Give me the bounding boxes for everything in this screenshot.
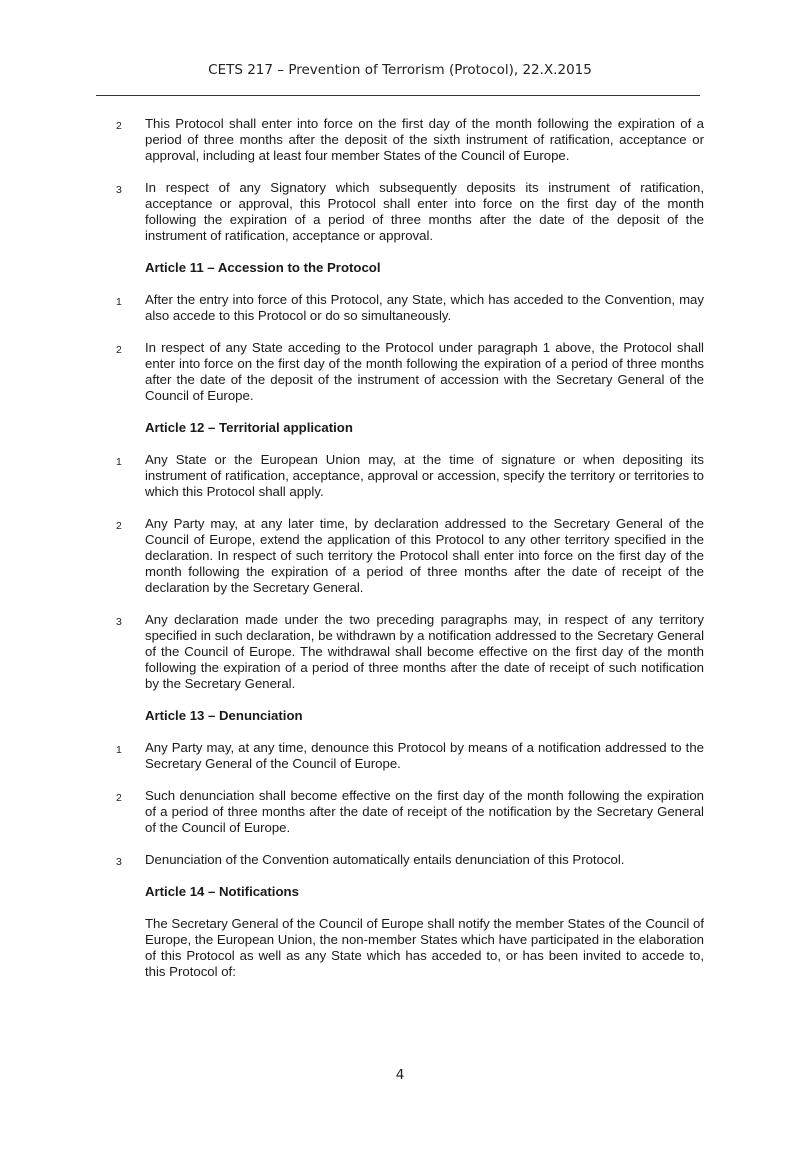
paragraph-text: Any Party may, at any time, denounce this Protocol by means of a notification addressed to the Secretary General of the Council of Europe. [145, 740, 704, 771]
paragraph [96, 340, 704, 404]
article-heading: Article 13 – Denunciation [145, 708, 303, 723]
paragraph-number: 1 [116, 296, 122, 308]
paragraph-number: 2 [116, 344, 122, 356]
paragraph [96, 788, 704, 836]
paragraph-text: Such denunciation shall become effective on the first day of the month following the expiration of a period of three months after the date of receipt of the notification by the Secretary General of the Council of Europe. [145, 788, 704, 835]
paragraph-number: 1 [116, 456, 122, 468]
paragraph [96, 516, 704, 596]
header-divider [96, 95, 700, 96]
paragraph-number: 2 [116, 120, 122, 132]
page-number: 4 [395, 1067, 405, 1083]
running-header: CETS 217 – Prevention of Terrorism (Protocol), 22.X.2015 [208, 62, 592, 78]
paragraph [96, 740, 704, 772]
paragraph-number: 3 [116, 856, 122, 868]
paragraph-text: The Secretary General of the Council of Europe shall notify the member States of the Council of Europe, the European Union, the non-member States which have participated in the elaboration of this Protocol as well as any State which has acceded to, or has been invited to accede to, this Protocol of: [145, 916, 704, 979]
paragraph [96, 116, 704, 164]
paragraph-text: This Protocol shall enter into force on the first day of the month following the expiration of a period of three months after the deposit of the sixth instrument of ratification, acceptance or approval, including at least four member States of the Council of Europe. [145, 116, 704, 163]
paragraph-number: 2 [116, 792, 122, 804]
paragraph-number: 2 [116, 520, 122, 532]
paragraph-number: 3 [116, 184, 122, 196]
paragraph-text: In respect of any Signatory which subsequently deposits its instrument of ratification, acceptance or approval, this Protocol shall enter into force on the first day of the month following the expiration of a period of three months after the date of the deposit of the instrument of ratification, acceptance or approval. [145, 180, 704, 243]
paragraph [96, 612, 704, 692]
paragraph-text: Any State or the European Union may, at the time of signature or when depositing its instrument of ratification, acceptance, approval or accession, specify the territory or territories to which this Protocol shall apply. [145, 452, 704, 499]
paragraph-text: In respect of any State acceding to the Protocol under paragraph 1 above, the Protocol shall enter into force on the first day of the month following the expiration of a period of three months after the date of the deposit of the instrument of accession with the Secretary General of the Council of Europe. [145, 340, 704, 403]
paragraph-text: Any Party may, at any later time, by declaration addressed to the Secretary General of the Council of Europe, extend the application of this Protocol to any other territory specified in the declaration. In respect of such territory the Protocol shall enter into force on the first day of the month following the expiration of a period of three months after the date of receipt of the declaration by the Secretary General. [145, 516, 704, 595]
paragraph [96, 180, 704, 244]
paragraph [96, 916, 704, 980]
paragraph-text: Any declaration made under the two preceding paragraphs may, in respect of any territory specified in such declaration, be withdrawn by a notification addressed to the Secretary General of the Council of Europe. The withdrawal shall become effective on the first day of the month following the expiration of a period of three months after the date of receipt of such notification by the Secretary General. [145, 612, 704, 691]
paragraph [96, 852, 704, 868]
article-heading: Article 11 – Accession to the Protocol [145, 260, 381, 275]
paragraph-text: Denunciation of the Convention automatically entails denunciation of this Protocol. [145, 852, 625, 867]
article-heading: Article 12 – Territorial application [145, 420, 353, 435]
paragraph-number: 3 [116, 616, 122, 628]
paragraph-number: 1 [116, 744, 122, 756]
paragraph-text: After the entry into force of this Protocol, any State, which has acceded to the Convention, may also accede to this Protocol or do so simultaneously. [145, 292, 704, 323]
paragraph [96, 292, 704, 324]
paragraph [96, 452, 704, 500]
document-body [96, 116, 704, 996]
article-heading: Article 14 – Notifications [145, 884, 299, 899]
